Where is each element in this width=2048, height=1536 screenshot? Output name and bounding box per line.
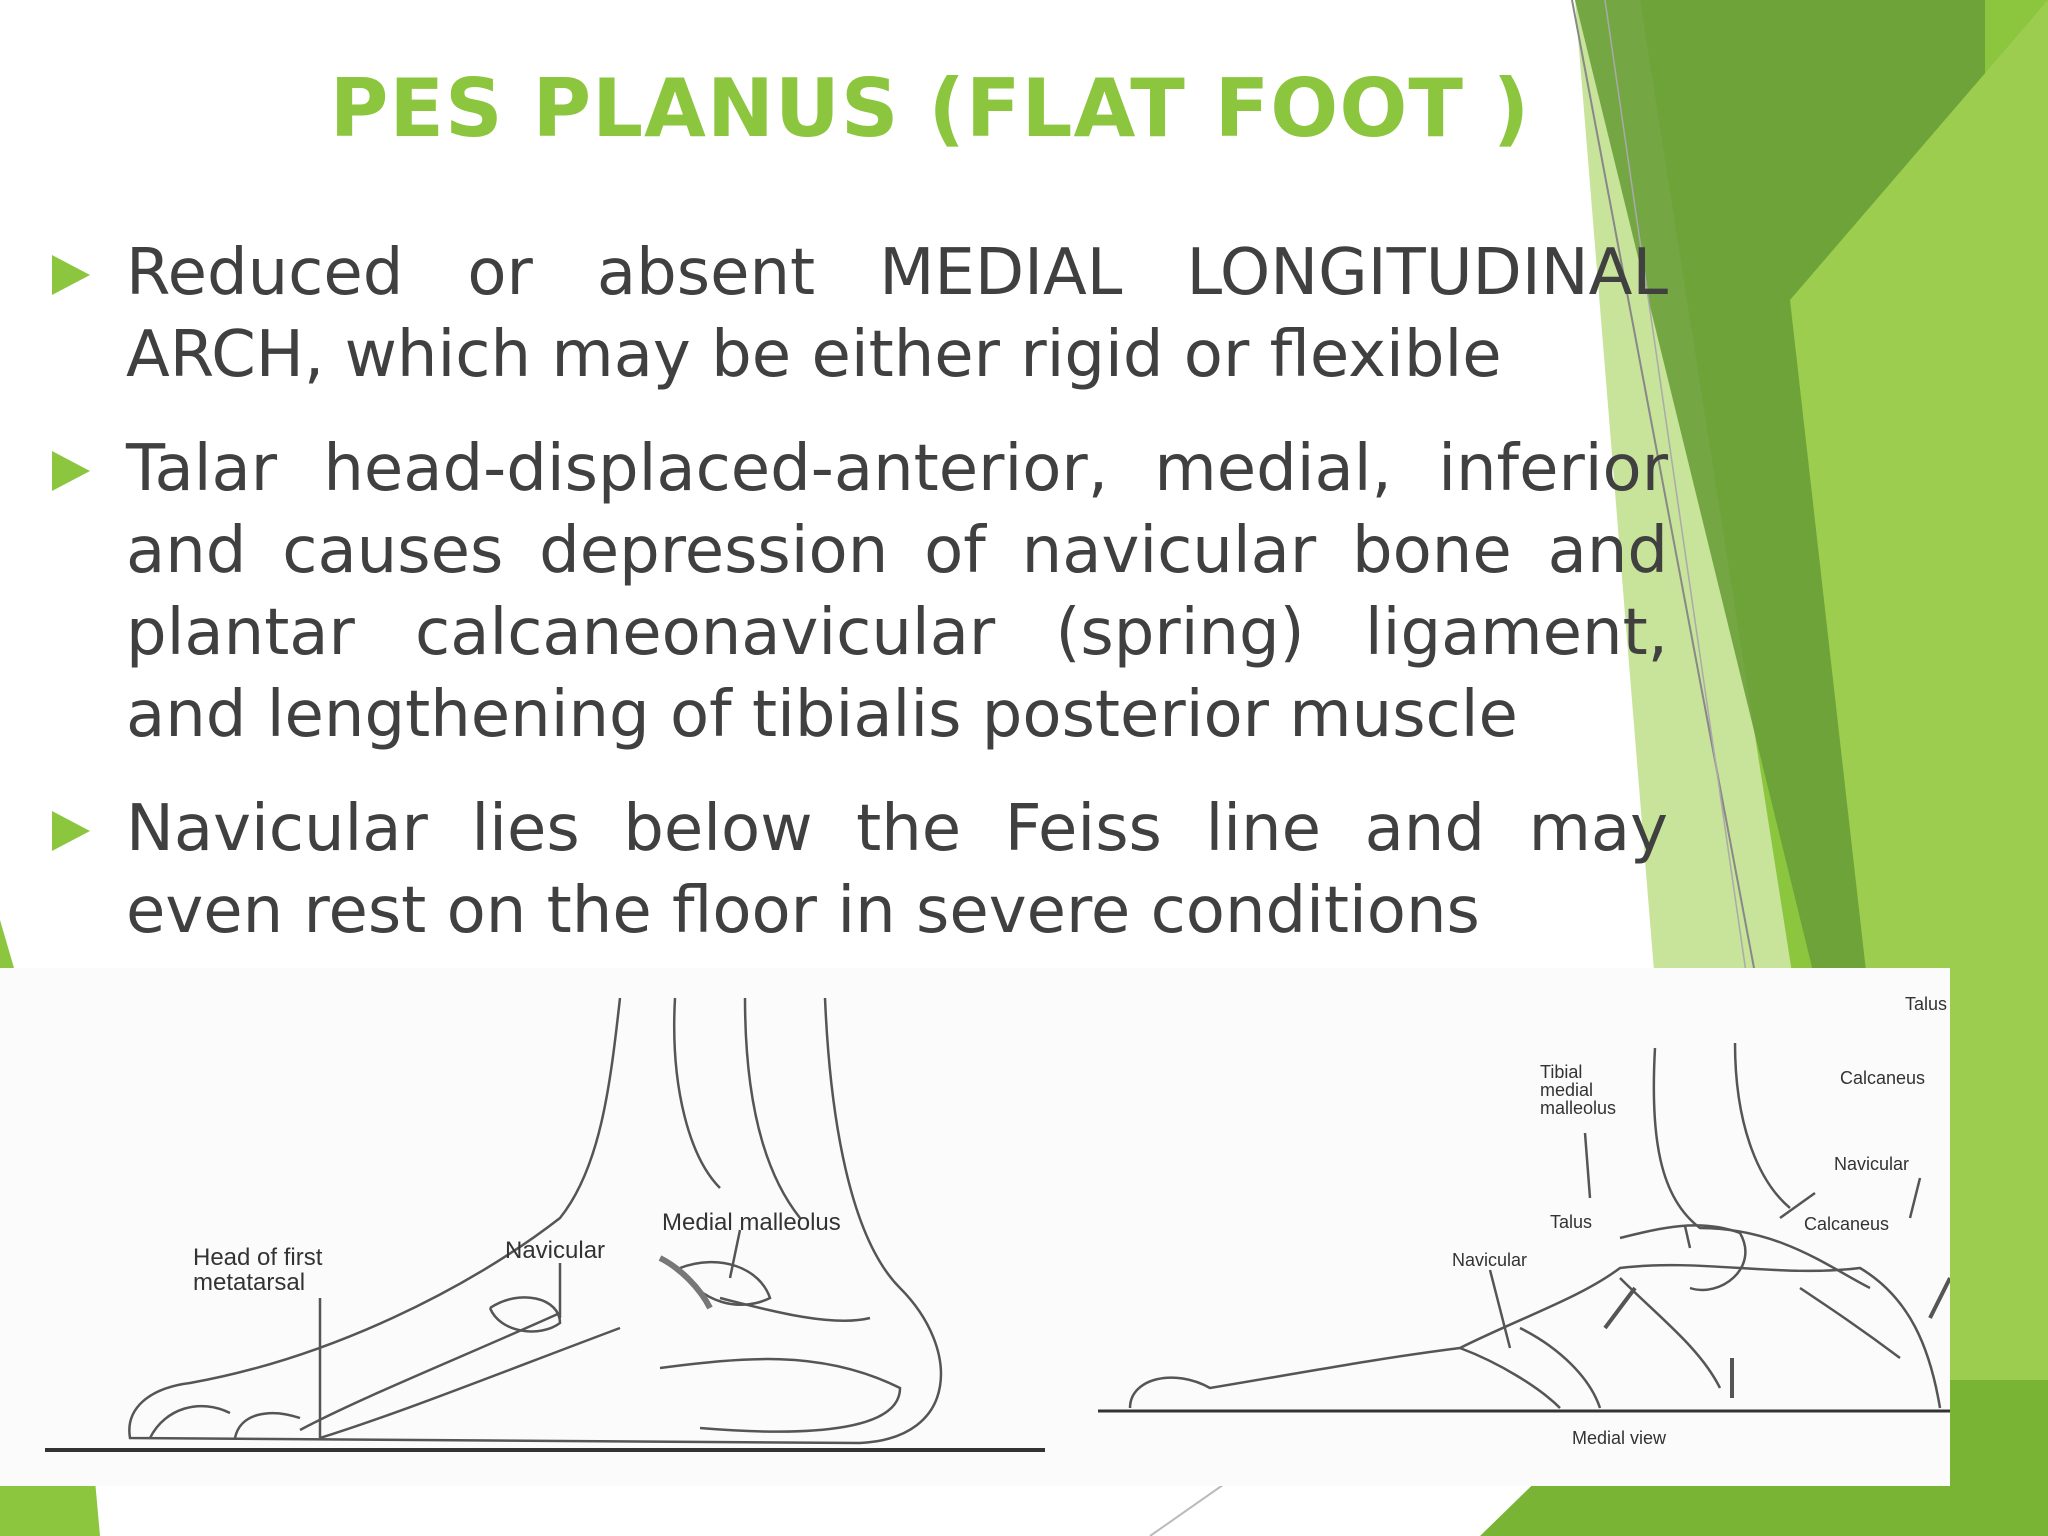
bullet-text: Talar head-displaced-anterior, medial, inferior and causes depression of navicular bone and plantar calcaneonavicular (spring) ligament, and lengthening of tibialis posterior muscle (126, 432, 1668, 752)
label-tibial-medial-malleolus: Tibial (1540, 1062, 1583, 1082)
left-foot-drawing (45, 998, 1045, 1450)
label-head-first-metatarsal: metatarsal (193, 1269, 306, 1296)
bullet-item (50, 428, 1668, 756)
slide-title: PES PLANUS (FLAT FOOT ) (329, 62, 1531, 155)
label-tibial-medial-malleolus: malleolus (1540, 1098, 1617, 1118)
label-head-first-metatarsal: Head of first (193, 1244, 323, 1271)
label-tibial-medial-malleolus: medial (1540, 1080, 1594, 1100)
label-medial-malleolus: Medial malleolus (662, 1209, 841, 1236)
right-foot-labels (1452, 994, 1947, 1448)
label-calcaneus-top: Calcaneus (1840, 1068, 1926, 1088)
bullet-list (50, 232, 1668, 984)
arrow-bullet-icon (52, 451, 90, 491)
label-calcaneus: Calcaneus (1804, 1214, 1890, 1234)
label-medial-view: Medial view (1572, 1428, 1667, 1448)
arrow-bullet-icon (52, 255, 90, 295)
bullet-item (50, 788, 1668, 952)
bullet-text: Reduced or absent MEDIAL LONGITUDINAL ARCH, which may be either rigid or flexible (126, 236, 1668, 392)
label-talus-top: Talus (1905, 994, 1948, 1014)
arrow-bullet-icon (52, 811, 90, 851)
label-navicular-top: Navicular (1834, 1154, 1910, 1174)
flat-foot-illustration (0, 968, 1950, 1486)
left-foot-labels (193, 1209, 841, 1296)
label-navicular: Navicular (505, 1237, 606, 1264)
label-talus: Talus (1550, 1212, 1593, 1232)
bullet-text: Navicular lies below the Feiss line and may even rest on the floor in severe conditions (126, 792, 1668, 948)
label-navicular: Navicular (1452, 1250, 1528, 1270)
bullet-item (50, 232, 1668, 396)
